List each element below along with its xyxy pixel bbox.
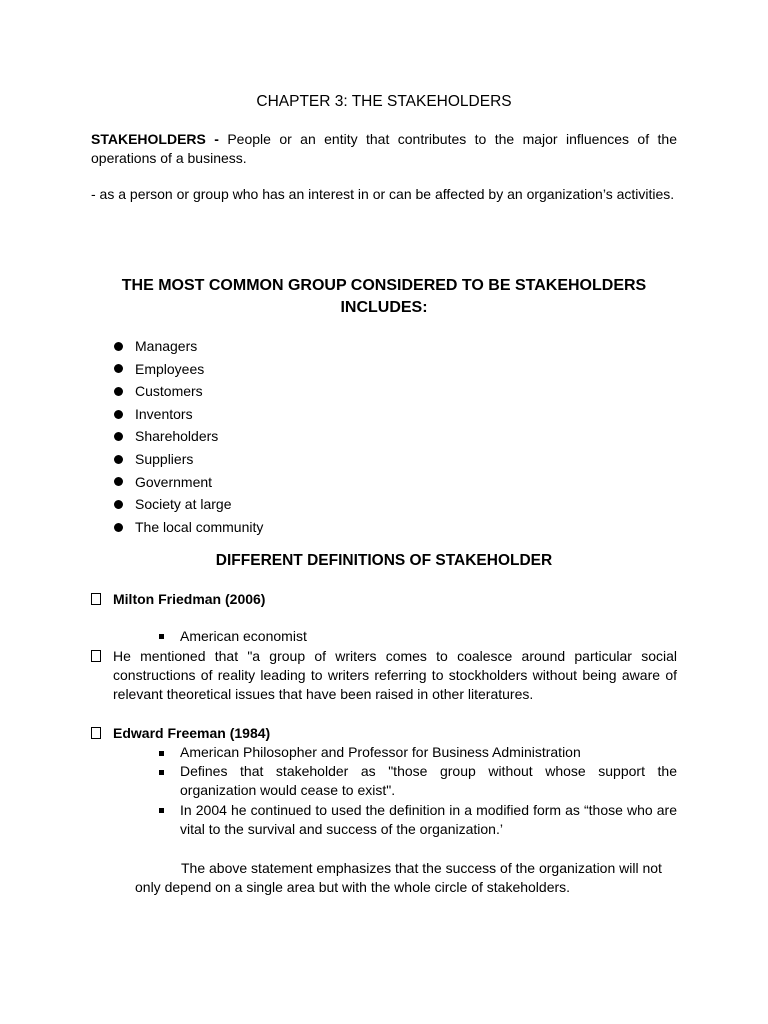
freeman-name: Edward Freeman (1984) <box>113 725 271 741</box>
closing-paragraph: The above statement emphasizes that the success of the organization will not only depend on a single area but with the whole circle of stakeholders. <box>135 860 662 895</box>
list-item: The local community <box>111 516 263 539</box>
square-bullet-icon <box>91 650 101 662</box>
definition-term: STAKEHOLDERS - <box>91 131 219 147</box>
small-bullet-icon <box>159 770 164 775</box>
small-bullet-icon <box>159 751 164 756</box>
bullet-icon <box>114 342 123 351</box>
bullet-icon <box>114 432 123 441</box>
list-item: Suppliers <box>111 448 263 471</box>
list-item: Government <box>111 471 263 494</box>
friedman-name: Milton Friedman (2006) <box>113 591 266 607</box>
list-item: Customers <box>111 380 263 403</box>
square-bullet-icon <box>91 727 101 739</box>
definitions-heading: DIFFERENT DEFINITIONS OF STAKEHOLDER <box>215 552 553 569</box>
freeman-sub-item: American Philosopher and Professor for Business Administration <box>180 744 581 760</box>
freeman-sub-item: Defines that stakeholder as "those group without whose support the organization would cease to exist". <box>180 763 677 798</box>
bullet-icon <box>114 523 123 532</box>
common-groups-heading: THE MOST COMMON GROUP CONSIDERED TO BE STAKEHOLDERS INCLUDES: <box>121 277 647 316</box>
stakeholder-definition <box>91 130 677 168</box>
bullet-icon <box>114 387 123 396</box>
list-item: Managers <box>111 335 263 358</box>
square-bullet-icon <box>91 593 101 605</box>
bullet-icon <box>114 477 123 486</box>
stakeholder-definition-2: - as a person or group who has an interest in or can be affected by an organization’s activities. <box>91 186 675 202</box>
freeman-sub-item: In 2004 he continued to used the definition in a modified form as “those who are vital to the survival and success of the organization.’ <box>180 802 677 837</box>
list-item: Inventors <box>111 403 263 426</box>
friedman-sub-item: American economist <box>180 628 307 644</box>
groups-list <box>111 335 263 538</box>
list-item: Shareholders <box>111 425 263 448</box>
chapter-title: CHAPTER 3: THE STAKEHOLDERS <box>256 93 512 110</box>
list-item: Employees <box>111 358 263 381</box>
bullet-icon <box>114 410 123 419</box>
bullet-icon <box>114 364 123 373</box>
definition-text: People or an entity that contributes to the major influences of the operations of a business. <box>91 131 677 166</box>
small-bullet-icon <box>159 634 164 639</box>
bullet-icon <box>114 455 123 464</box>
list-item: Society at large <box>111 493 263 516</box>
small-bullet-icon <box>159 808 164 813</box>
friedman-quote: He mentioned that "a group of writers comes to coalesce around particular social constructions of reality leading to writers referring to stockholders without being aware of relevant theoretical issues that have been raised in other literatures. <box>113 648 677 702</box>
bullet-icon <box>114 500 123 509</box>
